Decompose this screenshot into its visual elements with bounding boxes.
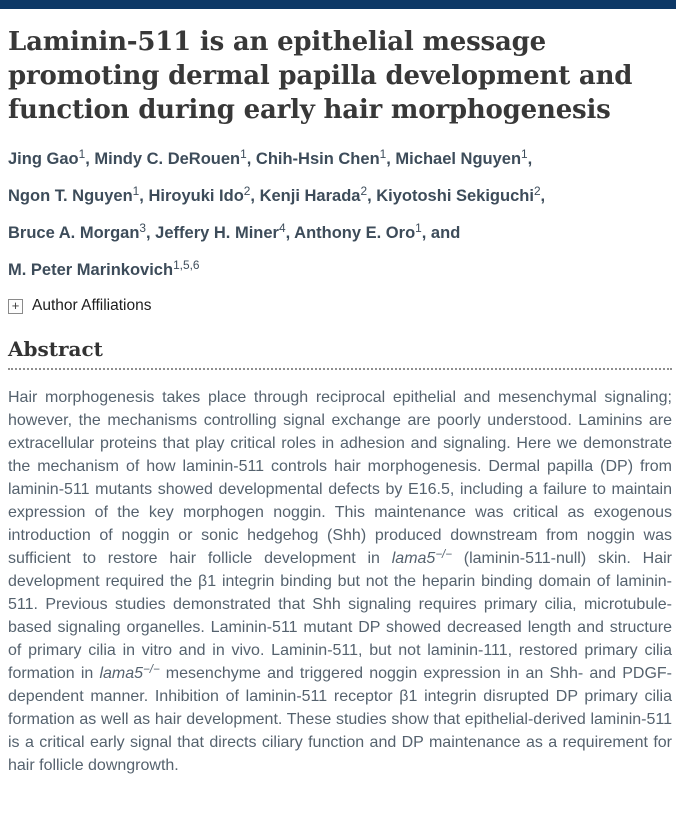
abstract-paragraph: Hair morphogenesis takes place through reciprocal epithelial and mesenchymal signaling; however, the mechanisms controlling signal exchange are poorly understood. Laminins are extracellular proteins that play critical roles in adhesion and signaling. Here we demonstrate the mechanism of how laminin-511 controls hair morphogenesis. Dermal papilla (DP) from laminin-511 mutants showed developmental defects by E16.5, including a failure to maintain expression of the key morphogen noggin. This maintenance was critical as exogenous introduction of noggin or sonic hedgehog (Shh) produced downstream from noggin was sufficient to restore hair follicle development in lama5−/− (laminin-511-null) skin. Hair development required the β1 integrin binding but not the heparin binding domain of laminin-511. Previous studies demonstrated that Shh signaling requires primary cilia, microtubule-based signaling organelles. Laminin-511 mutant DP showed decreased length and structure of primary cilia in vitro and in vivo. Laminin-511, but not laminin-111, restored primary cilia formation in lama5−/− mesenchyme and triggered noggin expression in an Shh- and PDGF-dependent manner. Inhibition of laminin-511 receptor β1 integrin disrupted DP primary cilia formation as well as hair development. These studies show that epithelial-derived laminin-511 is a critical early signal that directs ciliary function and DP maintenance as a requirement for hair follicle downgrowth. <box>8 389 673 774</box>
expand-plus-icon[interactable]: + <box>8 299 23 314</box>
top-nav-bar <box>0 0 676 9</box>
author-affiliations-label: Author Affiliations <box>32 297 152 314</box>
abstract-heading: Abstract <box>8 337 672 370</box>
page-title: Laminin-511 is an epithelial message promoting dermal papilla development and function during early hair morphogenesis <box>8 27 633 125</box>
article-page <box>0 25 676 777</box>
author-list: Jing Gao$^1$, Mindy C. DeRouen$^1$, Chih-Hsin Chen$^1$, Michael Nguyen$^1$, Ngon T. Nguyen$^1$, Hiroyuki Ido$^2$, Kenji Harada$^2$, Kiyotoshi Sekiguchi$^2$, Bruce A. Morgan$^3$, Jeffery H. Miner$^4$, Anthony E. Oro$^1$, and M. Peter Marinkovich$^{1,5,6}$ <box>8 147 546 279</box>
author-affiliations-toggle[interactable] <box>8 297 672 315</box>
